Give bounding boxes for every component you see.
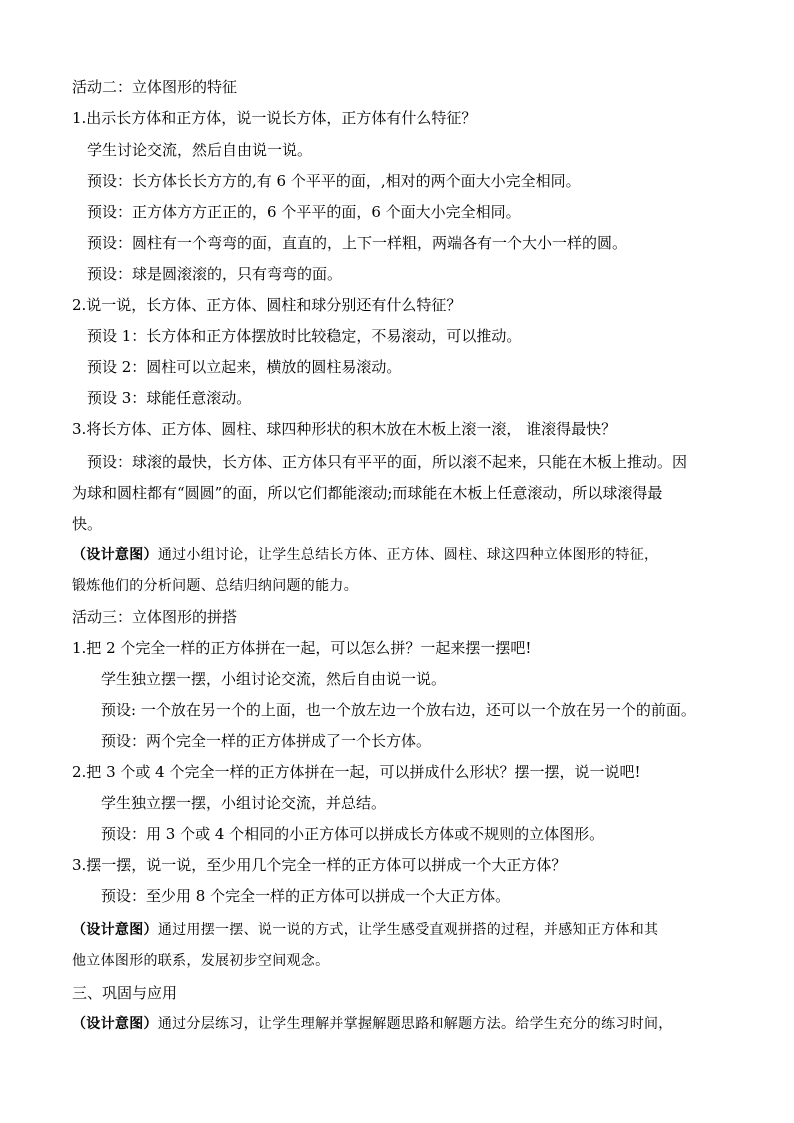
section-3-heading: 三、巩固与应用 [72,984,178,1002]
a3-preset-4: 预设：至少用 8 个完全一样的正方体可以拼成一个大正方体。 [101,887,511,905]
design-intent-text: 通过小组讨论，让学生总结长方体、正方体、圆柱、球这四种立体图形的特征， [157,547,659,563]
student-discussion: 学生讨论交流，然后自由说一说。 [87,141,313,159]
a3-question-2: 2.把 3 个或 4 个完全一样的正方体拼在一起，可以拼成什么形状？摆一摆，说一说吧! [72,763,641,781]
a3-preset-1: 预设: 一个放在另一个的上面，也一个放左边一个放右边，还可以一个放在另一个的前面。 [101,701,696,719]
a3-preset-3: 预设：用 3 个或 4 个相同的小正方体可以拼成长方体或不规则的立体图形。 [101,825,605,843]
question-2: 2.说一说，长方体、正方体、圆柱和球分别还有什么特征？ [72,296,462,314]
design-intent-label: （设计意图） [72,922,158,938]
activity2-heading: 活动二：立体图形的特征 [72,78,238,96]
activity3-heading: 活动三：立体图形的拼搭 [72,608,238,626]
preset-cube: 预设：正方体方方正正的，6 个平平的面，6 个面大小完全相同。 [87,203,521,221]
preset-3: 预设 3：球能任意滚动。 [87,389,252,407]
design-intent-text: 通过分层练习，让学生理解并掌握解题思路和解题方法。给学生充分的练习时间， [157,1016,673,1032]
preset-rolling-line1: 预设：球滚的最快，长方体、正方体只有平平的面，所以滚不起来，只能在木板上推动。因 [87,453,688,471]
preset-2: 预设 2：圆柱可以立起来，横放的圆柱易滚动。 [87,358,402,376]
a3-question-3: 3.摆一摆，说一说，至少用几个完全一样的正方体可以拼成一个大正方体？ [72,856,567,874]
a3-preset-2: 预设：两个完全一样的正方体拼成了一个长方体。 [101,732,432,750]
preset-rolling-line2: 为球和圆柱都有“圆圆”的面，所以它们都能滚动;而球能在木板上任意滚动，所以球滚得最 [72,484,663,502]
question-1: 1.出示长方体和正方体，说一说长方体，正方体有什么特征？ [72,109,477,127]
design-intent-2-line2: 他立体图形的联系，发展初步空间观念。 [72,953,330,969]
a3-question-1: 1.把 2 个完全一样的正方体拼在一起，可以怎么拼？一起来摆一摆吧! [72,639,532,657]
design-intent-label: （设计意图） [72,1016,158,1032]
design-intent-1-line2: 锻炼他们的分析问题、总结归纳问题的能力。 [72,578,358,594]
design-intent-text: 通过用摆一摆、说一说的方式，让学生感受直观拼搭的过程，并感知正方体和其 [157,922,659,938]
preset-cylinder: 预设：圆柱有一个弯弯的面，直直的，上下一样粗，两端各有一个大小一样的圆。 [87,234,628,252]
question-3: 3.将长方体、正方体、圆柱、球四种形状的积木放在木板上滚一滚， 谁滚得最快？ [72,420,617,438]
preset-1: 预设 1：长方体和正方体摆放时比较稳定，不易滚动，可以推动。 [87,327,522,345]
a3-student-summary: 学生独立摆一摆，小组讨论交流，并总结。 [101,794,387,812]
a3-student-work: 学生独立摆一摆，小组讨论交流，然后自由说一说。 [101,670,447,688]
preset-sphere: 预设：球是圆滚滚的，只有弯弯的面。 [87,265,343,283]
preset-cuboid: 预设：长方体长长方方的,有 6 个平平的面，,相对的两个面大小完全相同。 [87,172,581,190]
design-intent-3 [72,1014,673,1034]
design-intent-1 [72,545,658,565]
design-intent-label: （设计意图） [72,547,158,563]
preset-rolling-line3: 快。 [72,515,103,533]
design-intent-2 [72,920,658,940]
